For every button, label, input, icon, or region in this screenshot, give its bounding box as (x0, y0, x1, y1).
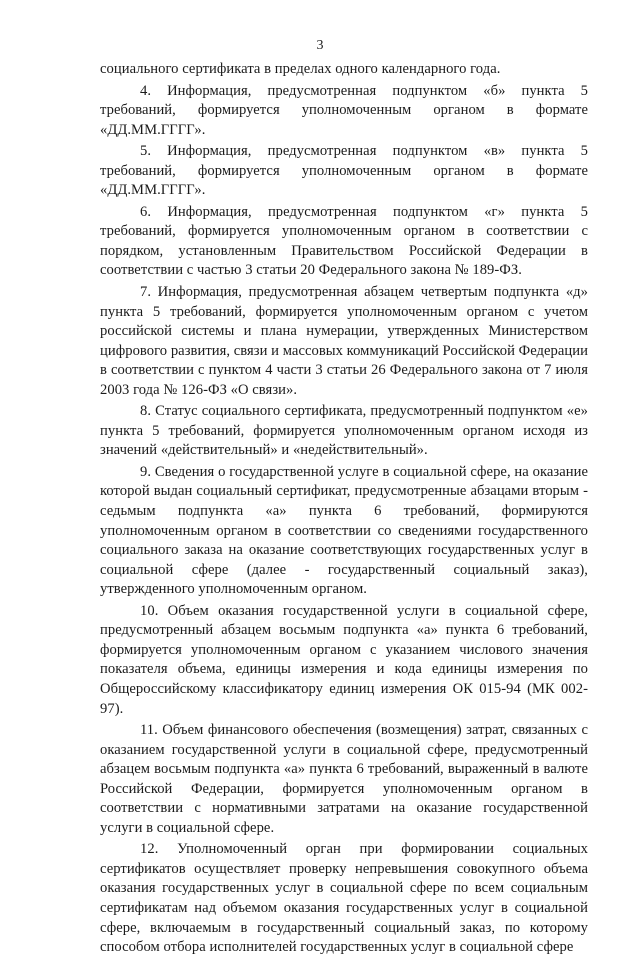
paragraph-item-9: 9. Сведения о государственной услуге в социальной сфере, на оказание которой выдан социальный сертификат, предусмотренные абзацами вторым - седьмым подпункта «а» пункта 6 требований, формируются уполномоченным органом в соответствии со сведениями государственного социального заказа на оказание соответствующих государственных услуг в социальной сфере (далее - государственный социальный заказ), утвержденного уполномоченным органом. (100, 463, 588, 598)
paragraph-item-4: 4. Информация, предусмотренная подпунктом «б» пункта 5 требований, формируется уполномоченным органом в формате «ДД.ММ.ГГГГ». (100, 82, 588, 138)
paragraph-item-6: 6. Информация, предусмотренная подпунктом «г» пункта 5 требований, формируется уполномоченным органом в соответствии с порядком, установленным Правительством Российской Федерации в соответствии с частью 3 статьи 20 Федерального закона № 189-ФЗ. (100, 203, 588, 279)
paragraph-item-8: 8. Статус социального сертификата, предусмотренный подпунктом «е» пункта 5 требований, формируется уполномоченным органом исходя из значений «действительный» и «недействительный». (100, 403, 588, 459)
paragraph-item-10: 10. Объем оказания государственной услуги в социальной сфере, предусмотренный абзацем восьмым подпункта «а» пункта 6 требований, формируется уполномоченным органом с указанием числового значения показателя объема, единицы измерения и кода единицы измерения по Общероссийскому классификатору единиц измерения ОК 015-94 (МК 002-97). (100, 602, 588, 717)
paragraph-item-5: 5. Информация, предусмотренная подпунктом «в» пункта 5 требований, формируется уполномоченным органом в формате «ДД.ММ.ГГГГ». (100, 143, 588, 199)
page-number: 3 (316, 38, 324, 53)
paragraph-item-7: 7. Информация, предусмотренная абзацем четвертым подпункта «д» пункта 5 требований, формируется уполномоченным органом с учетом российской системы и плана нумерации, утвержденных Министерством цифрового развития, связи и массовых коммуникаций Российской Федерации в соответствии с пунктом 4 части 3 статьи 26 Федерального закона от 7 июля 2003 года № 126-ФЗ «О связи». (100, 284, 589, 398)
paragraph-continuation: социального сертификата в пределах одного календарного года. (100, 61, 501, 77)
document-body (100, 60, 588, 960)
paragraph-item-11: 11. Объем финансового обеспечения (возмещения) затрат, связанных с оказанием государственной услуги в социальной сфере, предусмотренный абзацем восьмым подпункта «а» пункта 6 требований, выраженный в валюте Российской Федерации, формируется уполномоченным органом в соответствии с нормативными затратами на оказание государственной услуги в социальной сфере. (100, 722, 588, 836)
paragraph-item-12: 12. Уполномоченный орган при формировании социальных сертификатов осуществляет проверку непревышения совокупного объема оказания государственных услуг в социальной сфере по всем социальным сертификатам над объемом оказания государственных услуг в социальной сфере, включаемым в государственный социальный заказ, по которому способом отбора исполнителей государственных услуг в социальной сфере (100, 841, 588, 956)
